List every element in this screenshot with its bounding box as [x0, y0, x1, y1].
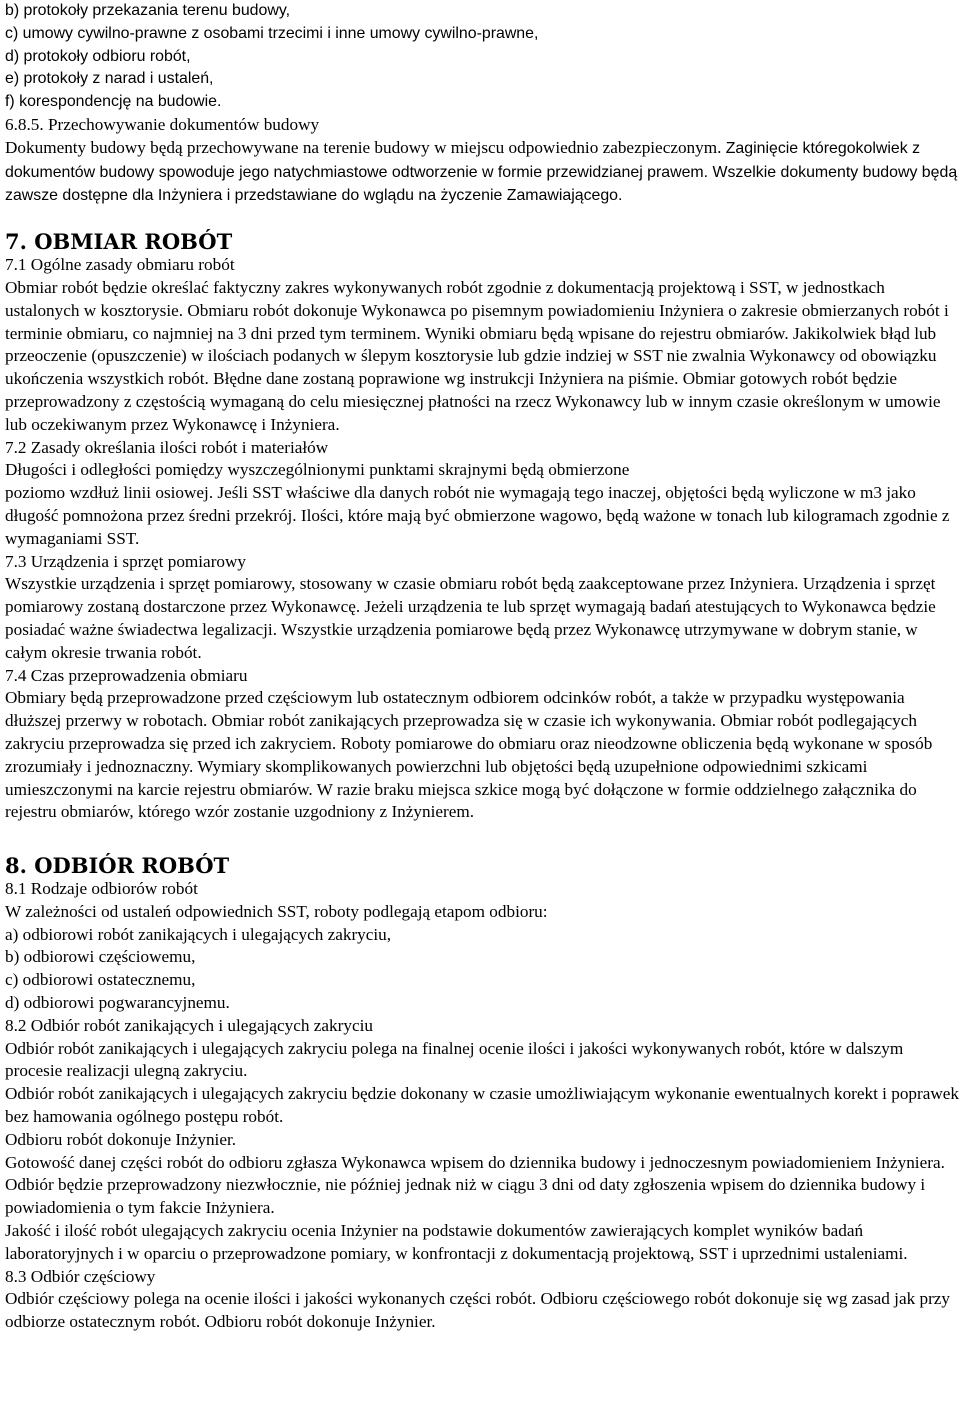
paragraph-7-1: Obmiar robót będzie określać faktyczny zakres wykonywanych robót zgodnie z dokumentacją projektową i SST, w jednostkach ustalonych w kosztorysie. Obmiaru robót dokonuje Wykonawca po pisemnym powiadomieniu Inżyniera o zakresie obmierzanych robót i terminie obmiaru, co najmniej na 3 dni przed tym terminem. Wyniki obmiaru będą wpisane do rejestru obmiarów. Jakikolwiek błąd lub przeoczenie (opuszczenie) w ilościach podanych w ślepym kosztorysie lub gdzie indziej w SST nie zwalnia Wykonawcy od obowiązku ukończenia wszystkich robót. Błędne dane zostaną poprawione wg instrukcji Inżyniera na piśmie. Obmiar gotowych robót będzie przeprowadzony z częstością wymaganą do celu miesięcznej płatności na rzecz Wykonawcy lub w innym czasie określonym w umowie lub oczekiwanym przez Wykonawcę i Inżyniera.: [5, 277, 949, 434]
section-title-7-2: 7.2 Zasady określania ilości robót i materiałów: [5, 437, 329, 457]
list-item: b) protokoły przekazania terenu budowy,: [5, 2, 291, 19]
list-item: d) odbiorowi pogwarancyjnemu.: [5, 993, 230, 1013]
list-item: b) odbiorowi częściowemu,: [5, 947, 196, 967]
list-item: d) protokoły odbioru robót,: [5, 47, 191, 65]
section-title-8-3: 8.3 Odbiór częściowy: [5, 1266, 156, 1286]
heading-odbior-robot: 8. ODBIÓR ROBÓT: [5, 853, 230, 879]
list-item: c) odbiorowi ostatecznemu,: [5, 970, 196, 990]
paragraph-6-8-5-part-b: Zaginięcie któregokolwiek z dokumentów budowy spowoduje jego natychmiastowe odtworzenie w formie przewidzianej prawem. Wszelkie dokumenty budowy będą zawsze dostępne dla Inżyniera i przedstawiane do wglądu na życzenie Zamawiającego.: [5, 139, 958, 205]
list-item: c) umowy cywilno-prawne z osobami trzecimi i inne umowy cywilno-prawne,: [5, 24, 539, 42]
paragraph-8-2-3: Odbioru robót dokonuje Inżynier.: [5, 1129, 237, 1149]
document-page: [5, 0, 960, 1334]
section-title-7-1: 7.1 Ogólne zasady obmiaru robót: [5, 255, 235, 275]
section-title-6-8-5: 6.8.5. Przechowywanie dokumentów budowy: [5, 114, 320, 134]
paragraph-7-2: poziomo wzdłuż linii osiowej. Jeśli SST właściwe dla danych robót nie wymagają tego inaczej, objętości będą wyliczone w m3 jako długość pomnożona przez średni przekrój. Ilości, które mają być obmierzone wagowo, będą ważone w tonach lub kilogramach zgodnie z wymaganiami SST.: [5, 483, 950, 548]
section-title-7-4: 7.4 Czas przeprowadzenia obmiaru: [5, 665, 248, 685]
paragraph-8-2-1: Odbiór robót zanikających i ulegających zakryciu polega na finalnej ocenie ilości i jakości wykonywanych robót, które w dalszym procesie realizacji ulegną zakryciu.: [5, 1038, 904, 1081]
list-item: a) odbiorowi robót zanikających i ulegających zakryciu,: [5, 924, 392, 944]
list-item: e) protokoły z narad i ustaleń,: [5, 70, 214, 88]
paragraph-8-3-1: Odbiór częściowy polega na ocenie ilości i jakości wykonanych części robót. Odbioru częściowego robót dokonuje się wg zasad jak przy odbiorze ostatecznym robót. Odbioru robót dokonuje Inżynier.: [5, 1289, 951, 1332]
paragraph-8-2-2: Odbiór robót zanikających i ulegających zakryciu będzie dokonany w czasie umożliwiającym wykonanie ewentualnych korekt i poprawek bez hamowania ogólnego postępu robót.: [5, 1084, 960, 1127]
paragraph-7-3: Wszystkie urządzenia i sprzęt pomiarowy, stosowany w czasie obmiaru robót będą zaakceptowane przez Inżyniera. Urządzenia i sprzęt pomiarowy zostaną dostarczone przez Wykonawcę. Jeżeli urządzenia te lub sprzęt wymagają badań atestujących to Wykonawca będzie posiadać ważne świadectwa legalizacji. Wszystkie urządzenia pomiarowe będą przez Wykonawcę utrzymywane w dobrym stanie, w całym okresie trwania robót.: [5, 574, 936, 662]
list-item: f) korespondencję na budowie.: [5, 93, 222, 111]
paragraph-8-1-intro: W zależności od ustaleń odpowiednich SST, roboty podlegają etapom odbioru:: [5, 901, 548, 921]
section-title-8-1: 8.1 Rodzaje odbiorów robót: [5, 879, 198, 899]
section-title-7-3: 7.3 Urządzenia i sprzęt pomiarowy: [5, 551, 247, 571]
paragraph-6-8-5: [5, 137, 960, 208]
heading-obmiar-robot: 7. OBMIAR ROBÓT: [5, 229, 233, 255]
paragraph-6-8-5-part-a: Dokumenty budowy będą przechowywane na terenie budowy w miejscu odpowiednio zabezpieczonym.: [5, 137, 726, 157]
paragraph-8-2-4: Gotowość danej części robót do odbioru zgłasza Wykonawca wpisem do dziennika budowy i jednoczesnym powiadomieniem Inżyniera. Odbiór będzie przeprowadzony niezwłocznie, nie później jednak niż w ciągu 3 dni od daty zgłoszenia wpisem do dziennika budowy i powiadomienia o tym fakcie Inżyniera.: [5, 1152, 945, 1218]
paragraph-8-2-5: Jakość i ilość robót ulegających zakryciu ocenia Inżynier na podstawie dokumentów zawierających komplet wyników badań laboratoryjnych i w oparciu o przeprowadzone pomiary, w konfrontacji z dokumentacją projektową, SST i uprzednimi ustaleniami.: [5, 1221, 908, 1263]
paragraph-7-2-line-1: Długości i odległości pomiędzy wyszczególnionymi punktami skrajnymi będą obmierzone: [5, 460, 630, 480]
paragraph-7-4: Obmiary będą przeprowadzone przed częściowym lub ostatecznym odbiorem odcinków robót, a także w przypadku występowania dłuższej przerwy w robotach. Obmiar robót zanikających przeprowadza się w czasie ich wykonywania. Obmiar robót podlegających zakryciu przeprowadza się przed ich zakryciem. Roboty pomiarowe do obmiaru oraz nieodzowne obliczenia będą wykonane w sposób zrozumiały i jednoznaczny. Wymiary skomplikowanych powierzchni lub objętości będą uzupełnione odpowiednimi szkicami umieszczonymi na karcie rejestru obmiarów. W razie braku miejsca szkice mogą być dołączone w formie oddzielnego załącznika do rejestru obmiarów, którego wzór zostanie uzgodniony z Inżynierem.: [5, 688, 933, 822]
section-title-8-2: 8.2 Odbiór robót zanikających i ulegających zakryciu: [5, 1015, 373, 1035]
